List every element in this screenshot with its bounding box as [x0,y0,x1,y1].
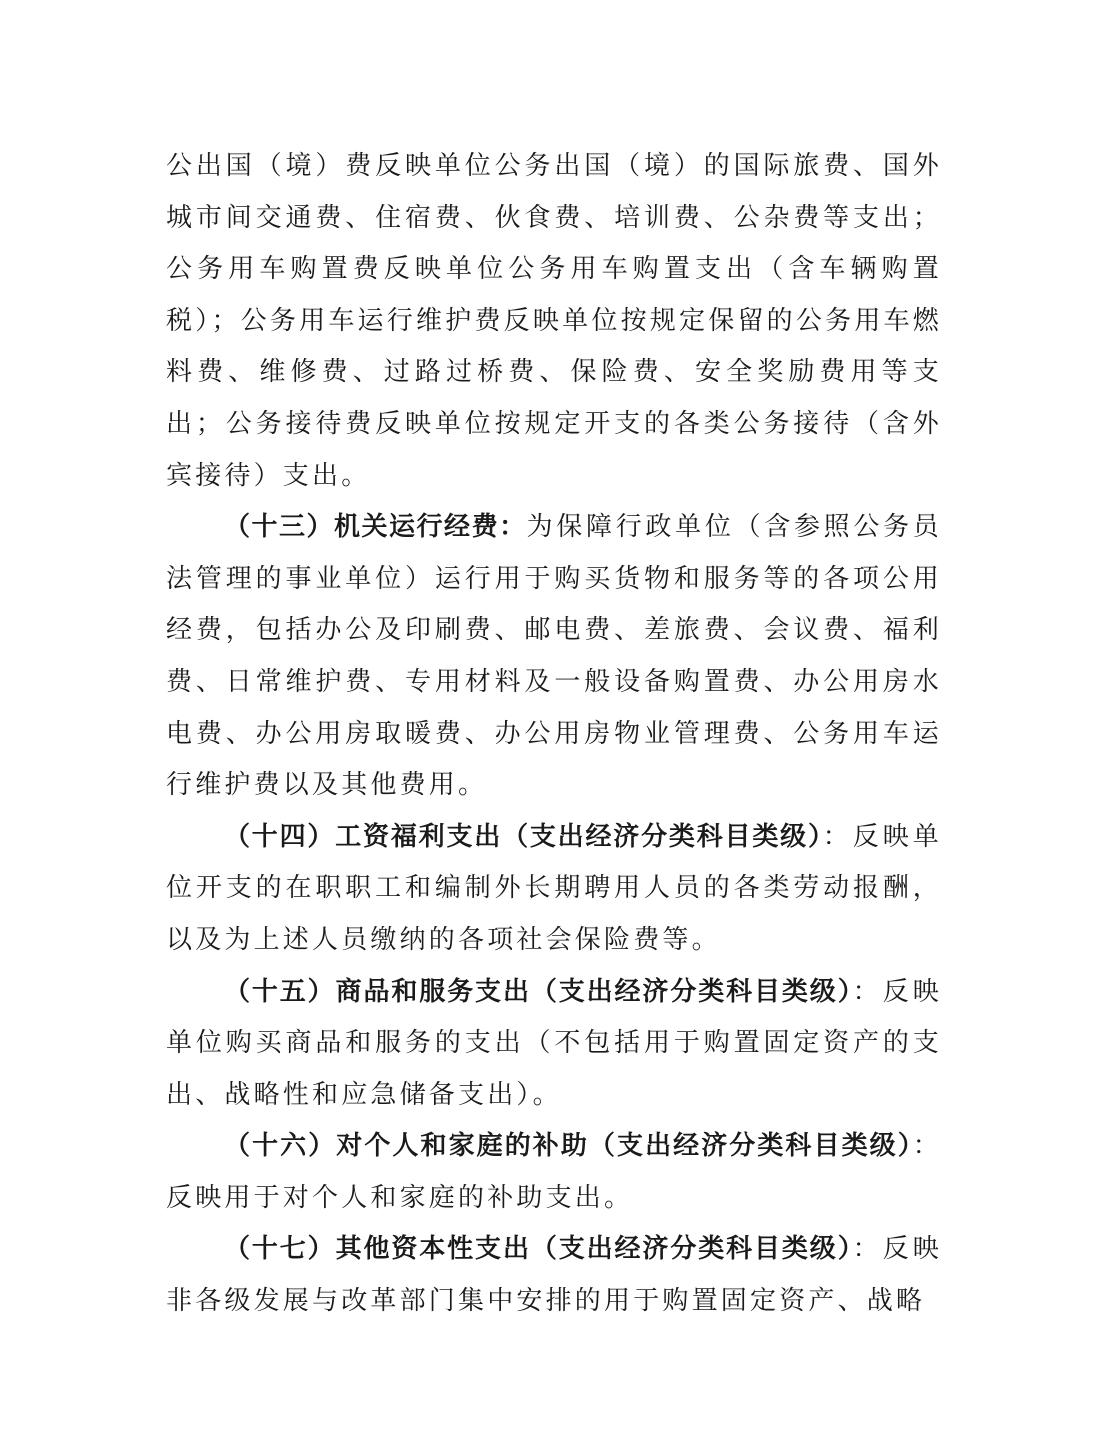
document-body [166,141,942,1328]
paragraph-text: ：反映非各级发展与改革部门集中安排的用于购置固定资产、战略 [166,1234,942,1317]
paragraph-text: 公出国（境）费反映单位公务出国（境）的国际旅费、国外城市间交通费、住宿费、伙食费、培训费、公杂费等支出；公务用车购置费反映单位公务用车购置支出（含车辆购置税）；公务用车运行维护费反映单位按规定保留的公务用车燃料费、维修费、过路过桥费、保险费、安全奖励费用等支出；公务接待费反映单位按规定开支的各类公务接待（含外宾接待）支出。 [166,151,942,491]
paragraph-overseas-vehicle-reception-expenses [166,141,942,502]
paragraph-text: ：反映单位开支的在职职工和编制外长期聘用人员的各类劳动报酬，以及为上述人员缴纳的各项社会保险费等。 [166,821,942,955]
section-heading-16: （十六）对个人和家庭的补助（支出经济分类科目类级） [224,1131,913,1162]
section-heading-14: （十四）工资福利支出（支出经济分类科目类级） [224,821,823,852]
section-heading-13: （十三）机关运行经费： [224,512,527,543]
paragraph-text: 为保障行政单位（含参照公务员法管理的事业单位）运行用于购买货物和服务等的各项公用经费，包括办公及印刷费、邮电费、差旅费、会议费、福利费、日常维护费、专用材料及一般设备购置费、办公用房水电费、办公用房取暖费、办公用房物业管理费、公务用车运行维护费以及其他费用。 [166,512,942,801]
paragraph-item-17 [166,1224,942,1327]
section-heading-15: （十五）商品和服务支出（支出经济分类科目类级） [224,976,853,1007]
paragraph-item-15 [166,967,942,1122]
paragraph-text: ：反映用于对个人和家庭的补助支出。 [166,1131,942,1213]
paragraph-item-13 [166,502,942,812]
paragraph-item-14 [166,812,942,967]
paragraph-item-16 [166,1121,942,1224]
section-heading-17: （十七）其他资本性支出（支出经济分类科目类级） [224,1234,853,1265]
paragraph-text: ：反映单位购买商品和服务的支出（不包括用于购置固定资产的支出、战略性和应急储备支出）。 [166,976,942,1110]
